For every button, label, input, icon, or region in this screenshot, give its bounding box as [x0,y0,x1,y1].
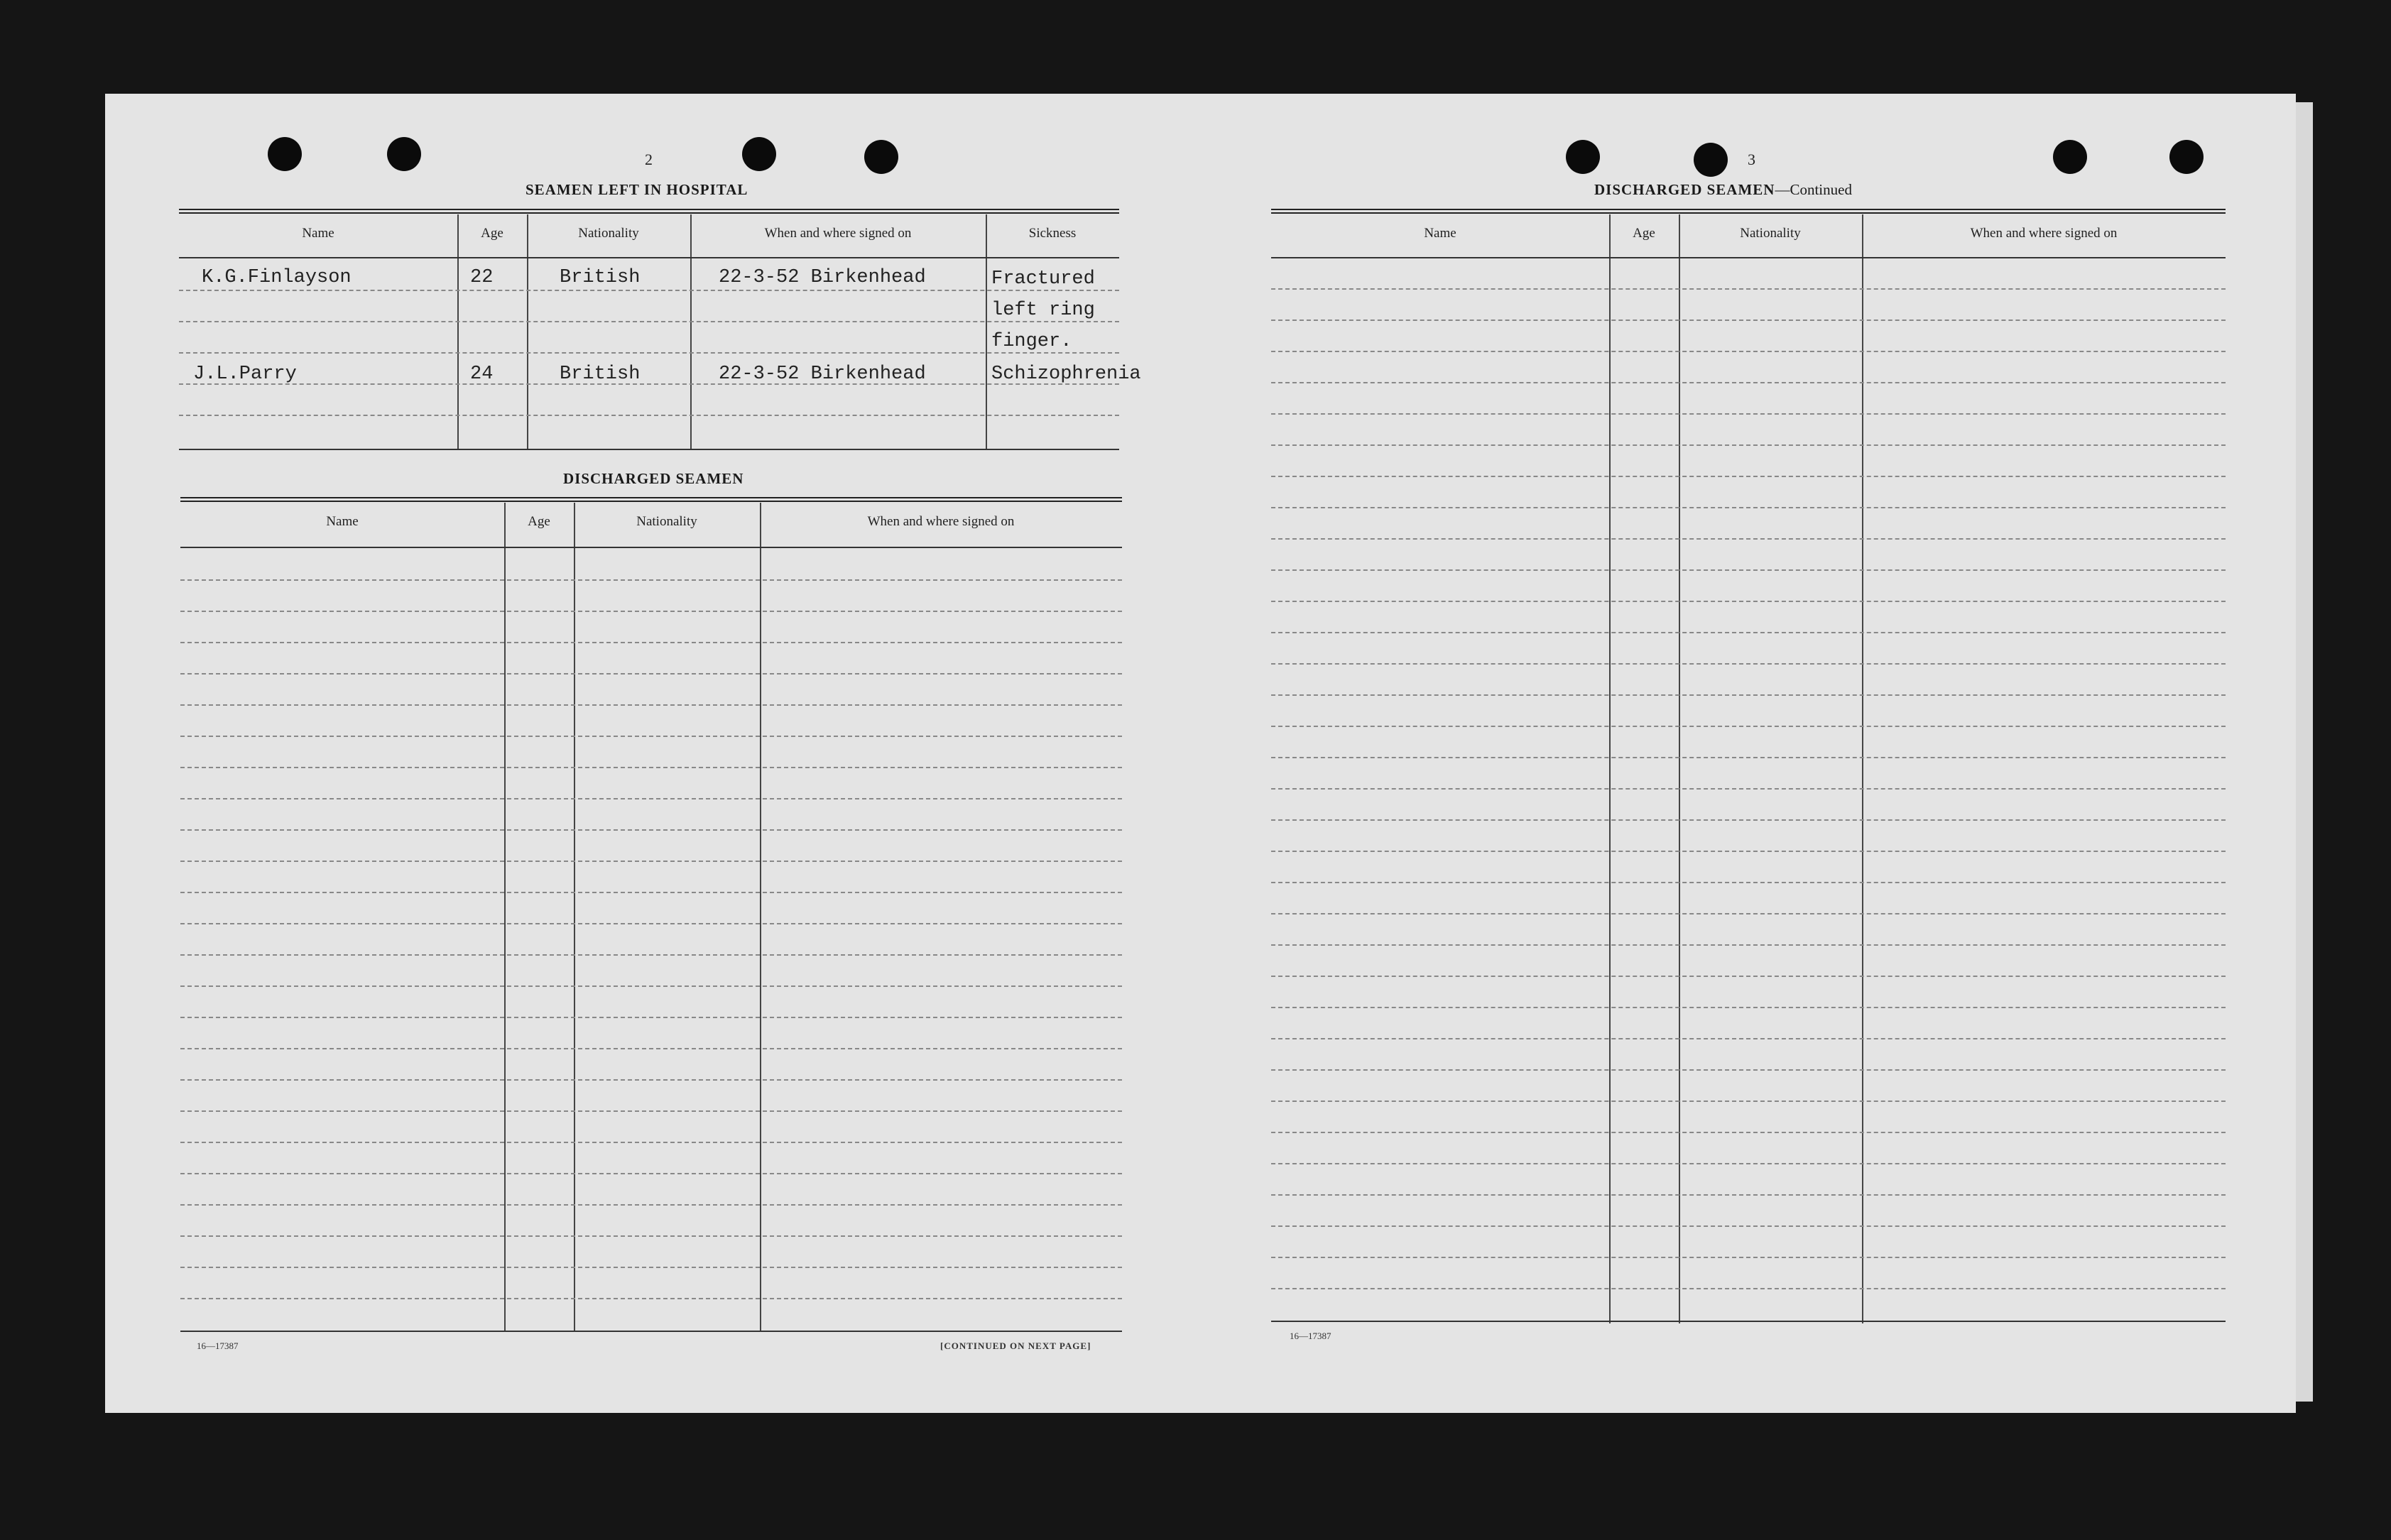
hospital-row-sickness: Schizophrenia [991,364,1141,385]
sheet-edge [2296,102,2313,1402]
row-line [179,383,1119,385]
row-line [1271,944,2226,946]
row-line [1271,476,2226,477]
table-bottom-rule [1271,1321,2226,1322]
row-line [180,985,1122,987]
row-line [180,798,1122,799]
row-line [180,1110,1122,1112]
row-line [180,1204,1122,1206]
column-divider [1609,214,1611,1323]
column-header-name: Name [302,226,334,241]
hospital-row-nationality: British [560,267,641,288]
column-divider [574,503,575,1332]
row-line [180,892,1122,893]
hospital-row-name: K.G.Finlayson [202,267,352,288]
row-line [1271,632,2226,633]
row-line [179,352,1119,354]
row-line [180,1017,1122,1018]
column-divider [1679,214,1680,1323]
column-divider [986,214,987,449]
row-line [1271,444,2226,446]
header-rule [180,547,1122,548]
row-line [179,290,1119,291]
row-line [180,767,1122,768]
hospital-row-signed-on: 22-3-52 Birkenhead [719,364,926,385]
row-line [1271,663,2226,665]
row-line [1271,382,2226,383]
row-line [180,1298,1122,1299]
row-line [1271,1132,2226,1133]
hospital-row-nationality: British [560,364,641,385]
form-number: 16—17387 [1290,1331,1331,1341]
row-line [180,923,1122,924]
row-line [1271,1225,2226,1227]
row-line [180,1048,1122,1049]
hospital-row-name: J.L.Parry [193,364,297,385]
row-line [1271,788,2226,790]
column-divider [760,503,761,1332]
row-line [1271,569,2226,571]
row-line [1271,976,2226,977]
punch-hole [268,137,302,171]
row-line [1271,351,2226,352]
form-number: 16—17387 [197,1340,239,1351]
column-header-nationality: Nationality [636,514,697,529]
punch-hole [864,140,898,174]
row-line [1271,851,2226,852]
page-number: 3 [1748,151,1755,168]
discharged-continued-table [1271,214,2226,1323]
row-line [1271,1257,2226,1258]
column-divider [527,214,528,449]
row-line [1271,726,2226,727]
continued-note: [CONTINUED ON NEXT PAGE] [940,1340,1091,1351]
column-header-sickness: Sickness [1028,226,1077,241]
row-line [1271,1101,2226,1102]
column-header-nationality: Nationality [578,226,639,241]
title-suffix: —Continued [1775,181,1852,198]
row-line [1271,1194,2226,1196]
hospital-row-age: 22 [470,267,494,288]
row-line [1271,1038,2226,1039]
column-divider [690,214,692,449]
row-line [1271,413,2226,415]
header-rule [179,257,1119,258]
row-line [180,736,1122,737]
punch-hole [742,137,776,171]
column-divider [504,503,506,1332]
hospital-row-sickness: finger. [991,331,1072,352]
column-divider [1862,214,1863,1323]
hospital-row-sickness: left ring [991,300,1095,321]
row-line [1271,1007,2226,1008]
hospital-row-signed-on: 22-3-52 Birkenhead [719,267,926,288]
hospital-table [179,214,1141,449]
header-rule [1271,257,2226,258]
column-header-age: Age [1633,226,1655,241]
column-header-signed-on: When and where signed on [764,226,912,241]
row-line [180,1267,1122,1268]
row-line [180,642,1122,643]
row-line [180,1173,1122,1174]
column-header-age: Age [528,514,550,529]
column-header-age: Age [481,226,503,241]
title-rule [179,209,1119,214]
row-line [1271,1163,2226,1164]
column-header-name: Name [326,514,359,529]
row-line [180,954,1122,956]
punch-hole [2053,140,2087,174]
row-line [180,1235,1122,1237]
hospital-section-title: SEAMEN LEFT IN HOSPITAL [525,181,748,198]
row-line [1271,288,2226,290]
title-rule [1271,209,2226,214]
row-line [1271,601,2226,602]
row-line [1271,819,2226,821]
column-header-signed-on: When and where signed on [1970,226,2118,241]
title-text: DISCHARGED SEAMEN [1594,181,1775,198]
discharged-section-title: DISCHARGED SEAMEN [563,470,744,487]
table-bottom-rule [180,1331,1122,1332]
column-header-signed-on: When and where signed on [867,514,1015,529]
row-line [179,415,1119,416]
row-line [1271,694,2226,696]
row-line [1271,538,2226,540]
page-number: 2 [645,151,653,168]
row-line [179,321,1119,322]
title-rule [180,497,1122,502]
row-line [180,1079,1122,1081]
row-line [180,611,1122,612]
row-line [180,579,1122,581]
hospital-row-sickness: Fractured [991,268,1095,290]
punch-hole [1694,143,1728,177]
column-header-nationality: Nationality [1740,226,1801,241]
row-line [1271,320,2226,321]
table-bottom-rule [179,449,1119,450]
punch-hole [1566,140,1600,174]
row-line [1271,507,2226,508]
column-header-name: Name [1424,226,1456,241]
row-line [180,829,1122,831]
row-line [180,704,1122,706]
row-line [1271,913,2226,914]
row-line [1271,1288,2226,1289]
hospital-row-age: 24 [470,364,494,385]
row-line [180,673,1122,675]
row-line [1271,882,2226,883]
punch-hole [2169,140,2204,174]
punch-hole [387,137,421,171]
column-divider [457,214,459,449]
discharged-continued-title [1594,181,1852,199]
row-line [180,861,1122,862]
discharged-table [180,503,1122,1332]
row-line [180,1142,1122,1143]
row-line [1271,1069,2226,1071]
row-line [1271,757,2226,758]
